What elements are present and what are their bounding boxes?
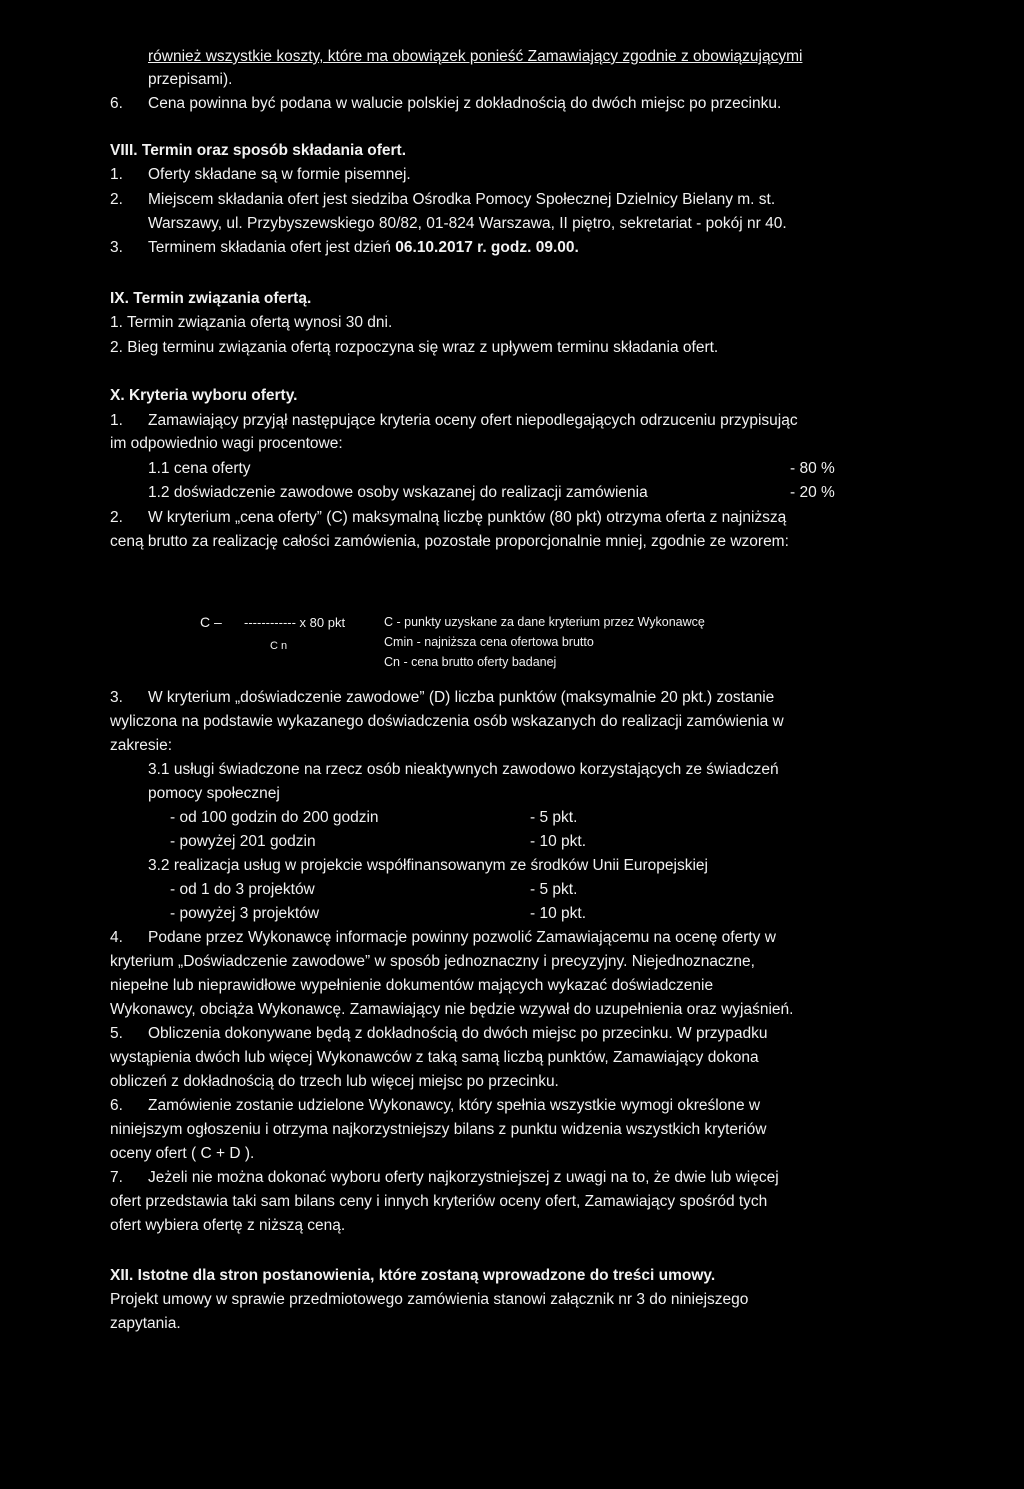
- section-10-item-6-line-2: niniejszym ogłoszeniu i otrzyma najkorzystniejszy bilans z punktu widzenia wszystkich kryteriów: [110, 1121, 767, 1138]
- intro-line-2: przepisami).: [148, 71, 233, 88]
- section-10-item-7-line-3: ofert wybiera ofertę z niższą ceną.: [110, 1217, 346, 1234]
- section-8-title: VIII. Termin oraz sposób składania ofert.: [110, 142, 407, 159]
- section-10-item-5-line-1: Obliczenia dokonywane będą z dokładnością do dwóch miejsc po przecinku. W przypadku: [148, 1025, 768, 1042]
- section-10-item-4-line-1: Podane przez Wykonawcę informacje powinny pozwolić Zamawiającemu na ocenę oferty w: [148, 929, 776, 946]
- subcriterion-3-1-line-1: 3.1 usługi świadczone na rzecz osób nieaktywnych zawodowo korzystających ze świadczeń: [148, 761, 779, 778]
- section-8-item-1-number: 1.: [110, 166, 123, 183]
- section-10-item-7-line-1: Jeżeli nie można dokonać wyboru oferty najkorzystniejszej z uwagi na to, że dwie lub więcej: [148, 1169, 779, 1186]
- section-8-item-1-text: Oferty składane są w formie pisemnej.: [148, 166, 411, 183]
- section-10-item-7-line-2: ofert przedstawia taki sam bilans ceny i innych kryteriów oceny ofert, Zamawiający spośród tych: [110, 1193, 768, 1210]
- section-10-item-2-line-2: ceną brutto za realizację całości zamówienia, pozostałe proporcjonalnie mniej, zgodnie ze wzorem:: [110, 533, 789, 550]
- subcriterion-3-2-line: 3.2 realizacja usług w projekcie współfinansowanym ze środków Unii Europejskiej: [148, 857, 708, 874]
- section-8-item-2-line-2: Warszawy, ul. Przybyszewskiego 80/82, 01-824 Warszawa, II piętro, sekretariat - pokój nr 40.: [148, 215, 787, 232]
- formula-denominator: C n: [270, 640, 288, 652]
- section-10-item-1-line-2: im odpowiednio wagi procentowe:: [110, 435, 343, 452]
- section-10-item-5-line-2: wystąpienia dwóch lub więcej Wykonawców z taką samą liczbą punktów, Zamawiający dokona: [110, 1049, 759, 1066]
- section-8-item-2-number: 2.: [110, 191, 123, 208]
- subcriterion-3-1-a-label: - od 100 godzin do 200 godzin: [170, 809, 379, 826]
- formula-fraction: ------------ x 80 pkt: [244, 615, 346, 630]
- criterion-price-weight: - 80 %: [790, 460, 835, 477]
- section-10-item-2-number: 2.: [110, 509, 123, 526]
- section-9-title: IX. Termin związania ofertą.: [110, 290, 312, 307]
- deadline-date: 06.10.2017 r. godz. 09.00.: [395, 239, 579, 256]
- criterion-experience-weight: - 20 %: [790, 484, 835, 501]
- section-12-line-2: zapytania.: [110, 1315, 181, 1332]
- subcriterion-3-1-line-2: pomocy społecznej: [148, 785, 280, 802]
- section-9-item-2: 2. Bieg terminu związania ofertą rozpoczyna się wraz z upływem terminu składania ofert.: [110, 339, 719, 356]
- section-10-item-2-line-1: W kryterium „cena oferty” (C) maksymalną liczbę punktów (80 pkt) otrzyma oferta z najniższą: [148, 509, 787, 526]
- section-10-item-1-line-1: Zamawiający przyjął następujące kryteria oceny ofert niepodlegających odrzuceniu przypisując: [148, 412, 798, 429]
- formula-legend-cn: Cn - cena brutto oferty badanej: [384, 655, 557, 669]
- section-8-item-3-text: [148, 237, 579, 259]
- intro-item-number: 6.: [110, 95, 123, 112]
- section-10-item-3-line-3: zakresie:: [110, 737, 173, 754]
- section-10-item-6-line-1: Zamówienie zostanie udzielone Wykonawcy, który spełnia wszystkie wymogi określone w: [148, 1097, 761, 1114]
- section-10-item-5-line-3: obliczeń z dokładnością do trzech lub więcej miejsc po przecinku.: [110, 1073, 559, 1090]
- section-8-item-3-number: 3.: [110, 239, 123, 256]
- section-10-item-5-number: 5.: [110, 1025, 123, 1042]
- section-9-item-1: 1. Termin związania ofertą wynosi 30 dni.: [110, 314, 393, 331]
- section-10-item-4-line-4: Wykonawcy, obciąża Wykonawcę. Zamawiający nie będzie wzywał do uzupełnienia oraz wyjaśnień.: [110, 1001, 794, 1018]
- subcriterion-3-2-a-points: - 5 pkt.: [530, 881, 578, 898]
- section-10-item-4-number: 4.: [110, 929, 123, 946]
- intro-line-1: również wszystkie koszty, które ma obowiązek ponieść Zamawiający zgodnie z obowiązującymi: [148, 48, 803, 65]
- section-12-line-1: Projekt umowy w sprawie przedmiotowego zamówienia stanowi załącznik nr 3 do niniejszego: [110, 1291, 749, 1308]
- section-10-item-3-line-1: W kryterium „doświadczenie zawodowe” (D) liczba punktów (maksymalnie 20 pkt.) zostanie: [148, 689, 775, 706]
- subcriterion-3-1-b-label: - powyżej 201 godzin: [170, 833, 316, 850]
- section-10-item-7-number: 7.: [110, 1169, 123, 1186]
- subcriterion-3-2-b-label: - powyżej 3 projektów: [170, 905, 320, 922]
- section-8-item-2-line-1: Miejscem składania ofert jest siedziba Ośrodka Pomocy Społecznej Dzielnicy Bielany m. st.: [148, 191, 776, 208]
- formula-legend-cmin: Cmin - najniższa cena ofertowa brutto: [384, 635, 594, 649]
- intro-item-text: Cena powinna być podana w walucie polskiej z dokładnością do dwóch miejsc po przecinku.: [148, 95, 782, 112]
- deadline-label: Terminem składania ofert jest dzień: [148, 239, 396, 256]
- formula-lhs: C –: [200, 614, 222, 630]
- section-10-item-1-number: 1.: [110, 412, 123, 429]
- section-10-item-6-number: 6.: [110, 1097, 123, 1114]
- section-10-item-3-line-2: wyliczona na podstawie wykazanego doświadczenia osób wskazanych do realizacji zamówienia w: [110, 713, 784, 730]
- section-12-title: XII. Istotne dla stron postanowienia, które zostaną wprowadzone do treści umowy.: [110, 1267, 716, 1284]
- subcriterion-3-1-b-points: - 10 pkt.: [530, 833, 586, 850]
- section-10-title: X. Kryteria wyboru oferty.: [110, 387, 298, 404]
- criterion-experience-label: 1.2 doświadczenie zawodowe osoby wskazanej do realizacji zamówienia: [148, 484, 648, 501]
- section-10-item-4-line-3: niepełne lub nieprawidłowe wypełnienie dokumentów mających wykazać doświadczenie: [110, 977, 714, 994]
- criterion-price-label: 1.1 cena oferty: [148, 460, 251, 477]
- subcriterion-3-1-a-points: - 5 pkt.: [530, 809, 578, 826]
- formula-legend-c: C - punkty uzyskane za dane kryterium przez Wykonawcę: [384, 615, 705, 629]
- subcriterion-3-2-a-label: - od 1 do 3 projektów: [170, 881, 315, 898]
- section-10-item-6-line-3: oceny ofert ( C + D ).: [110, 1145, 255, 1162]
- section-10-item-4-line-2: kryterium „Doświadczenie zawodowe” w sposób jednoznaczny i precyzyjny. Niejednoznaczne,: [110, 953, 755, 970]
- section-10-item-3-number: 3.: [110, 689, 123, 706]
- subcriterion-3-2-b-points: - 10 pkt.: [530, 905, 586, 922]
